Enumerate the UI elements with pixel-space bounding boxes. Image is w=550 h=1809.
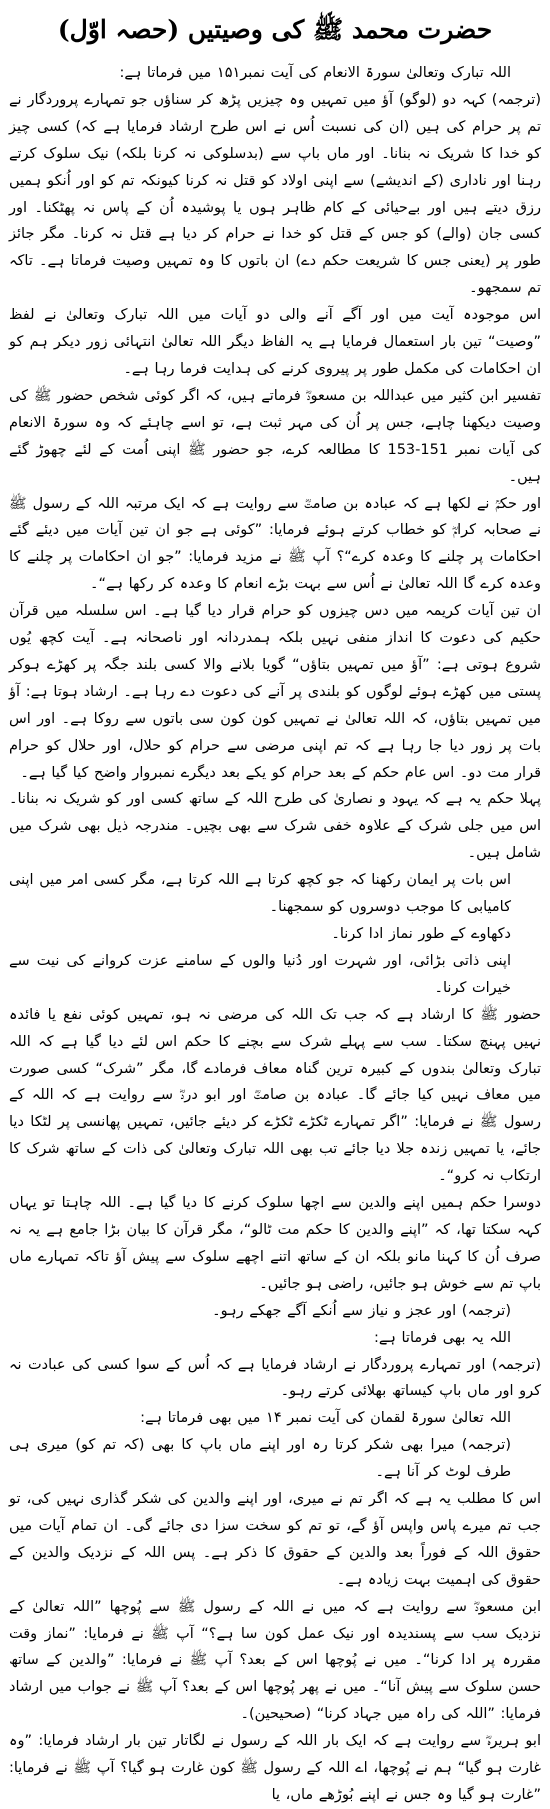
paragraph: اللہ تبارک وتعالیٰ سورۃ الانعام کی آیت نمبر۱۵۱ میں فرماتا ہے: [119, 65, 511, 81]
paragraph: اس کا مطلب یہ ہے کہ اگر تم نے میری، اور اپنے والدین کی شکر گذاری نہیں کی، تو جب تم میرے پاس واپس آؤ گے، تو تم کو سخت سزا دی جائے گی۔ ان تمام آیات میں حقوق اللہ کے فوراً بعد والدین کے حقوق کا ذکر ہے۔ پس اللہ کے نزدیک والدین کے حقوق کی اہمیت بہت زیادہ ہے۔ [9, 1491, 541, 1588]
paragraph: ابو ہریرہؓ سے روایت ہے کہ ایک بار اللہ کے رسول نے لگاتار تین بار ارشاد فرمایا: ”وہ غارت ہو گیا“ ہم نے پُوچھا، اے اللہ کے رسول ﷺ کون غارت ہو گیا؟ آپ ﷺ نے فرمایا: ”غارت ہو گیا وہ جس نے اپنے بُوڑھے ماں، یا [9, 1733, 541, 1803]
paragraph: تفسیر ابن کثیر میں عبداللہ بن مسعودؓ فرماتے ہیں، کہ اگر کوئی شخص حضور ﷺ کی وصیت دیکھنا چاہے، جس پر اُن کی مہر ثبت ہے، تو اسے چاہئے کہ وہ سورۃ الانعام کی آیات نمبر 151-153 کا مطالعہ کرے، جو حضور ﷺ اپنی اُمت کے لئے چھوڑ گئے ہیں۔ [9, 387, 541, 485]
paragraph: حضور ﷺ کا ارشاد ہے کہ جب تک اللہ کی مرضی نہ ہو، تمہیں کوئی نفع یا فائدہ نہیں پہنچ سکتا۔ سب سے پہلے شرک سے بچنے کا حکم اس لئے دیا گیا ہے کہ اللہ تبارک وتعالیٰ بندوں کے کبیرہ ترین گناہ معاف فرمادے گا، مگر ”شرک“ کسی صورت میں معاف نہیں کیا جائے گا۔ عبادہ بن صامتؓ اور ابو دردؓ سے روایت ہے کہ اللہ کے رسول ﷺ نے فرمایا: ”اگر تمہارے ٹکڑے ٹکڑے کر دیئے جائیں، تمہیں پھانسی پر لٹکا دیا جائے، یا تمہیں زندہ جلا دیا جائے تب بھی اللہ تبارک وتعالیٰ کی ذات کے ساتھ شرک کا ارتکاب نہ کرو“۔ [9, 1006, 541, 1185]
paragraph: پہلا حکم یہ ہے کہ یہود و نصاریٰ کی طرح اللہ کے ساتھ کسی اور کو شریک نہ بنانا۔ اس میں جلی شرک کے علاوہ خفی شرک سے بھی بچیں۔ مندرجہ ذیل بھی شرک میں شامل ہیں۔ [9, 791, 541, 862]
paragraph: اللہ تعالیٰ سورۃ لقمان کی آیت نمبر ۱۴ میں بھی فرماتا ہے: [140, 1410, 511, 1427]
paragraph: ابن مسعودؓ سے روایت ہے کہ میں نے اللہ کے رسول ﷺ سے پُوچھا ”اللہ تعالیٰ کے نزدیک سب سے پسندیدہ اور نیک عمل کون سا ہے؟“ آپ ﷺ نے فرمایا: ”نماز وقت مقررہ پر ادا کرنا“۔ میں نے پُوچھا اس کے بعد؟ آپ ﷺ نے فرمایا: ”والدین کے ساتھ حسن سلوک سے پیش آنا“۔ میں نے پھر پُوچھا اس کے بعد؟ آپ ﷺ نے جواب میں ارشاد فرمایا: ”اللہ کی راہ میں جہاد کرنا“ (صحیحین)۔ [9, 1598, 541, 1723]
paragraph: اس موجودہ آیت میں اور آگے آنے والی دو آیات میں اللہ تبارک وتعالیٰ نے لفظ ”وصیت“ تین بار استعمال فرمایا ہے یہ الفاظ دیگر اللہ تعالیٰ انتہائی زور دیکر ہم کو ان احکامات کی مکمل طور پر پیروی کرنے کی ہدایت فرما رہا ہے۔ [9, 307, 541, 377]
article-title: حضرت محمد ﷺ کی وصیتیں (حصہ اوّل) [57, 15, 493, 44]
paragraph: دکھاوے کے طور نماز ادا کرنا۔ [331, 926, 511, 942]
paragraph: اللہ یہ بھی فرماتا ہے: [374, 1329, 511, 1346]
paragraph: (ترجمہ) کہہ دو (لوگو) آؤ میں تمہیں وہ چیزیں پڑھ کر سناؤں جو تمہارے پروردگار نے تم پر حرام کی ہیں (ان کی نسبت اُس نے اس طرح ارشاد فرمایا ہے کہ) کسی چیز کو خدا کا شریک نہ بنانا۔ اور ماں باپ سے (بدسلوکی نہ کرنا بلکہ) نیک سلوک کرتے رہنا اور ناداری (کے اندیشے) سے اپنی اولاد کو قتل نہ کرنا کیونکہ تم کو اور اُنکو ہمیں رزق دیتے ہیں اور بےحیائی کے کام ظاہر ہوں یا پوشیدہ اُن کے پاس نہ پھٹکنا۔ اور کسی جان (والے) کو جس کے قتل کو خدا نے حرام کر دیا ہے قتل نہ کرنا۔ مگر جائز طور پر (یعنی جس کا شریعت حکم دے) ان باتوں کا وہ تمہیں وصیت فرماتا ہے۔ تاکہ تم سمجھو۔ [9, 91, 541, 297]
article-body [9, 60, 541, 1809]
paragraph: (ترجمہ) اور تمہارے پروردگار نے ارشاد فرمایا ہے کہ اُس کے سوا کسی کی عبادت نہ کرو اور ماں باپ کیساتھ بھلائی کرتے رہو۔ [9, 1356, 541, 1400]
paragraph: ان تین آیات کریمہ میں دس چیزوں کو حرام قرار دیا گیا ہے۔ اس سلسلہ میں قرآن حکیم کی دعوت کا انداز منفی نہیں بلکہ ہمدردانہ اور ناصحانہ ہے۔ آیت کچھ یُوں شروع ہوتی ہے: ”آؤ میں تمہیں بتاؤں“ گویا بلانے والا کسی بلند جگہ پر کھڑے ہوکر پستی میں کھڑے ہوئے لوگوں کو بلندی پر آنے کی دعوت دے رہا ہے۔ ارشاد ہوتا ہے: آؤ میں تمہیں بتاؤں، کہ اللہ تعالیٰ نے تمہیں کون کون سی باتوں سے روکا ہے۔ اور اس بات پر زور دیا جا رہا ہے کہ تم اپنی مرضی سے حرام کو حلال، اور حلال کو حرام قرار مت دو۔ اس عام حکم کے بعد حرام کو یکے بعد دیگرے نمبروار واضح کیا گیا ہے۔ [9, 603, 541, 781]
paragraph: دوسرا حکم ہمیں اپنے والدین سے اچھا سلوک کرنے کا دیا گیا ہے۔ اللہ چاہتا تو یہاں کہہ سکتا تھا، کہ ”اپنے والدین کا حکم مت ٹالو“، مگر قرآن کا بیان بڑا جامع ہے یہ نہ صرف اُن کا کہنا مانو بلکہ ان کے ساتھ اتنے اچھے سلوک سے پیش آؤ تاکہ تمہارے ماں باپ تم سے خوش ہو جائیں، راضی ہو جائیں۔ [9, 1195, 541, 1292]
paragraph: (ترجمہ) اور عجز و نیاز سے اُنکے آگے جھکے رہو۔ [212, 1302, 511, 1319]
paragraph: اپنی ذاتی بڑائی، اور شہرت اور دُنیا والوں کے سامنے عزت کروانے کی نیت سے خیرات کرنا۔ [9, 952, 511, 996]
paragraph: (ترجمہ) میرا بھی شکر کرتا رہ اور اپنے ماں باپ کا بھی (کہ تم کو) میری ہی طرف لوٹ کر آنا ہے۔ [9, 1437, 511, 1481]
paragraph: اور حکمؒ نے لکھا ہے کہ عبادہ بن صامتؓ سے روایت ہے کہ ایک مرتبہ اللہ کے رسول ﷺ نے صحابہ کرامؓ کو خطاب کرتے ہوئے فرمایا: ”کوئی ہے جو ان تین آیات میں دیئے گئے احکامات پر چلنے کا وعدہ کرے“؟ آپ ﷺ نے مزید فرمایا: ”جو ان احکامات پر چلنے کا وعدہ کرے گا اللہ تعالیٰ نے اُس سے بہت بڑے انعام کا وعدہ کر رکھا ہے“۔ [9, 495, 541, 593]
paragraph: اس بات پر ایمان رکھنا کہ جو کچھ کرتا ہے اللہ کرتا ہے، مگر کسی امر میں اپنی کامیابی کا موجب دوسروں کو سمجھنا۔ [9, 872, 511, 916]
